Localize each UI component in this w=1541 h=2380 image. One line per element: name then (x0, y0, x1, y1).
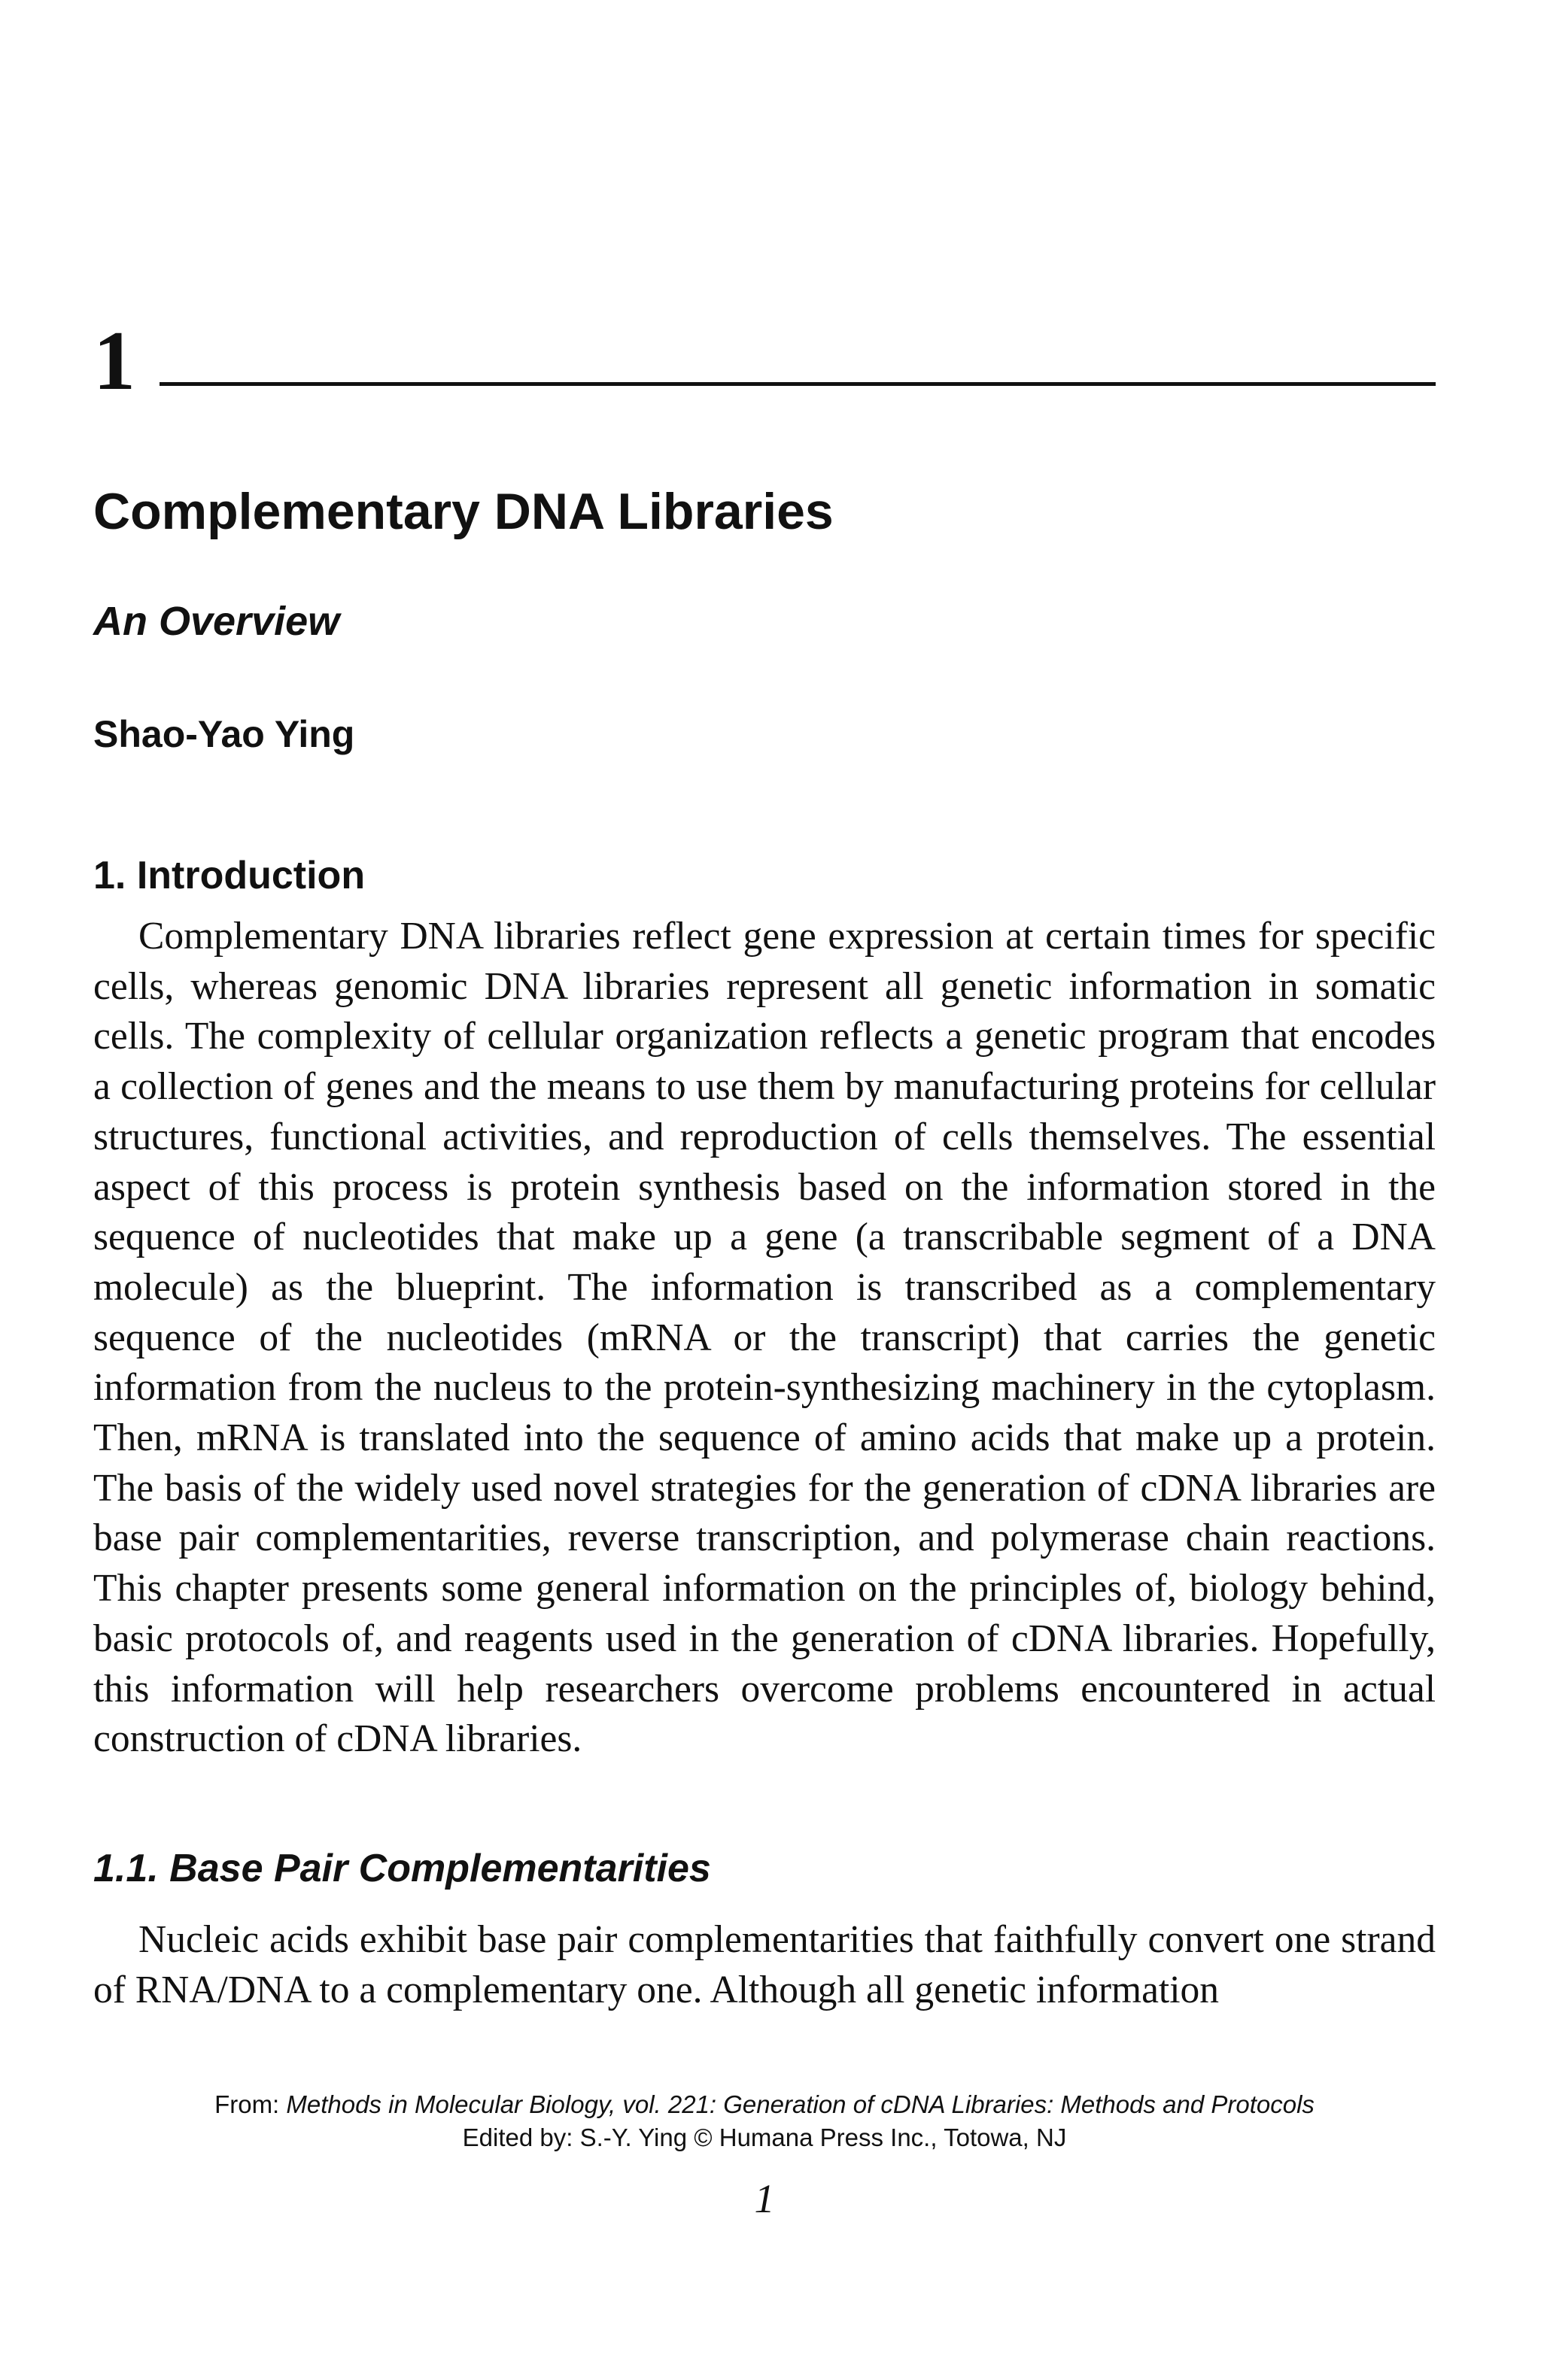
section-heading-introduction: 1. Introduction (93, 854, 366, 897)
footnote-source-title: Methods in Molecular Biology, vol. 221: Generation of cDNA Libraries: Methods and Protocols (286, 2090, 1315, 2118)
page-number: 1 (754, 2176, 775, 2221)
subsection-heading-base-pair: 1.1. Base Pair Complementarities (93, 1847, 711, 1890)
chapter-subtitle: An Overview (93, 599, 340, 644)
book-page (93, 0, 1436, 2380)
chapter-rule (160, 382, 1436, 386)
footnote-from-label: From: (214, 2090, 280, 2118)
chapter-number: 1 (93, 314, 135, 408)
chapter-header (93, 316, 1436, 406)
author-name: Shao-Yao Ying (93, 713, 355, 755)
source-footnote (93, 2088, 1436, 2154)
base-pair-paragraph: Nucleic acids exhibit base pair complementarities that faithfully convert one strand of RNA/DNA to a complementary one. Although all genetic information (93, 1918, 1436, 2011)
chapter-title: Complementary DNA Libraries (93, 483, 834, 540)
footnote-source-line (93, 2088, 1436, 2121)
footnote-edited-line: Edited by: S.-Y. Ying © Humana Press Inc., Totowa, NJ (462, 2123, 1067, 2151)
introduction-paragraph: Complementary DNA libraries reflect gene expression at certain times for specific cells, whereas genomic DNA libraries represent all genetic information in somatic cells. The complexity of cellular organization reflects a genetic program that encodes a collection of genes and the means to use them by manufacturing proteins for cellular structures, functional activities, and reproduction of cells themselves. The essential aspect of this process is protein synthesis based on the information stored in the sequence of nucleotides that make up a gene (a transcribable segment of a DNA molecule) as the blueprint. The information is transcribed as a complementary sequence of the nucleotides (mRNA or the transcript) that carries the genetic information from the nucleus to the protein-synthesizing machinery in the cytoplasm. Then, mRNA is translated into the sequence of amino acids that make up a protein. The basis of the widely used novel strategies for the generation of cDNA libraries are base pair complementarities, reverse transcription, and polymerase chain reactions. This chapter presents some general information on the principles of, biology behind, basic protocols of, and reagents used in the generation of cDNA libraries. Hopefully, this information will help researchers overcome problems encountered in actual construction of cDNA libraries. (93, 915, 1436, 1761)
